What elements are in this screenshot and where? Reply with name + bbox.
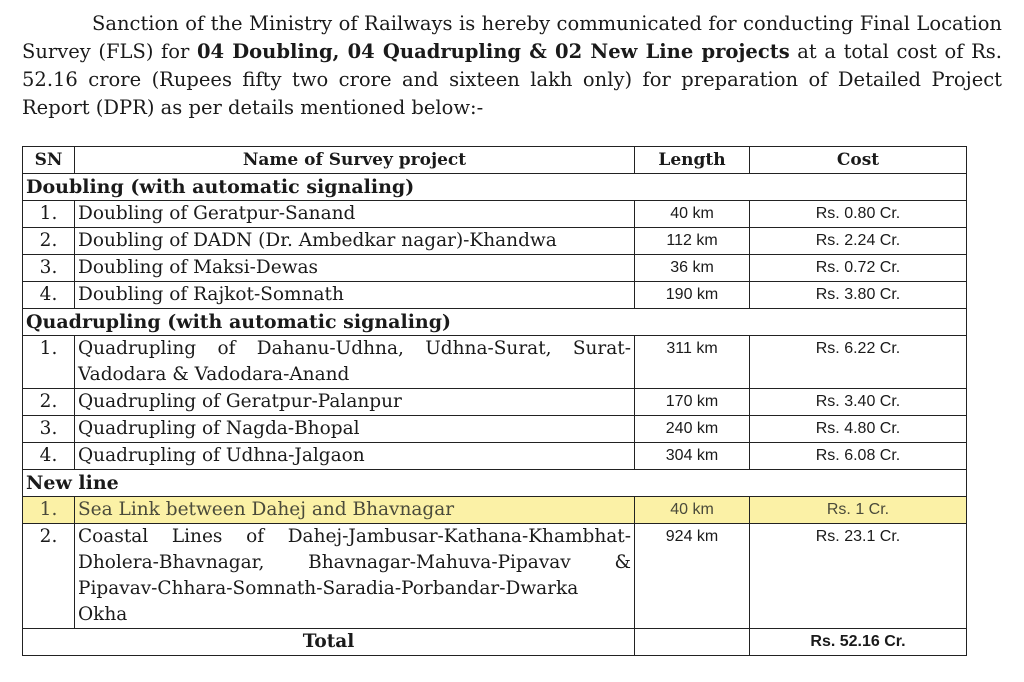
table-row — [23, 201, 967, 228]
table-row — [23, 336, 967, 389]
intro-text-start: Sanction of the Ministry of Railways is hereby communicated for conducting Final Location Survey (FLS) for — [22, 12, 1002, 63]
intro-bold-projects: 04 Doubling, 04 Quadrupling & 02 New Line projects — [196, 40, 790, 63]
header-sn: SN — [23, 147, 75, 174]
row-length: 40 km — [635, 201, 750, 228]
row-cost: Rs. 6.22 Cr. — [750, 336, 967, 389]
row-length: 924 km — [635, 524, 750, 629]
total-cost: Rs. 52.16 Cr. — [750, 629, 967, 656]
row-length: 240 km — [635, 416, 750, 443]
row-sn: 4. — [23, 282, 75, 309]
row-length: 40 km — [635, 497, 750, 524]
intro-paragraph — [22, 10, 1002, 122]
row-sn: 4. — [23, 443, 75, 470]
row-cost: Rs. 2.24 Cr. — [750, 228, 967, 255]
row-name: Doubling of Geratpur-Sanand — [75, 201, 635, 228]
total-row — [23, 629, 967, 656]
header-name: Name of Survey project — [75, 147, 635, 174]
table-row — [23, 443, 967, 470]
row-sn: 3. — [23, 255, 75, 282]
row-name: Sea Link between Dahej and Bhavnagar — [75, 497, 635, 524]
row-cost: Rs. 1 Cr. — [750, 497, 967, 524]
table-row — [23, 282, 967, 309]
row-sn: 2. — [23, 389, 75, 416]
row-sn: 2. — [23, 228, 75, 255]
row-cost: Rs. 3.80 Cr. — [750, 282, 967, 309]
row-name: Quadrupling of Nagda-Bhopal — [75, 416, 635, 443]
table-row — [23, 416, 967, 443]
section-title: Quadrupling (with automatic signaling) — [23, 309, 967, 336]
header-length: Length — [635, 147, 750, 174]
row-length: 170 km — [635, 389, 750, 416]
row-length: 304 km — [635, 443, 750, 470]
row-sn: 3. — [23, 416, 75, 443]
row-cost: Rs. 4.80 Cr. — [750, 416, 967, 443]
intro-text — [22, 10, 1002, 122]
table-row-highlighted — [23, 497, 967, 524]
total-label: Total — [23, 629, 635, 656]
row-cost: Rs. 23.1 Cr. — [750, 524, 967, 629]
total-length-empty — [635, 629, 750, 656]
row-name: Doubling of Maksi-Dewas — [75, 255, 635, 282]
table-row — [23, 255, 967, 282]
row-sn: 1. — [23, 336, 75, 389]
row-cost: Rs. 3.40 Cr. — [750, 389, 967, 416]
row-length: 311 km — [635, 336, 750, 389]
section-title: New line — [23, 470, 967, 497]
table-row — [23, 228, 967, 255]
row-name: Quadrupling of Dahanu-Udhna, Udhna-Surat, Surat-Vadodara & Vadodara-Anand — [75, 336, 635, 389]
section-quadrupling — [23, 309, 967, 336]
row-sn: 1. — [23, 497, 75, 524]
row-length: 36 km — [635, 255, 750, 282]
intro-text-end: at a total cost of Rs. 52.16 crore (Rupees fifty two crore and sixteen lakh only) for preparation of Detailed Project Report (DPR) as per details mentioned below:- — [22, 40, 1002, 119]
row-name: Doubling of DADN (Dr. Ambedkar nagar)-Khandwa — [75, 228, 635, 255]
row-sn: 1. — [23, 201, 75, 228]
row-name: Quadrupling of Udhna-Jalgaon — [75, 443, 635, 470]
row-length: 190 km — [635, 282, 750, 309]
section-title: Doubling (with automatic signaling) — [23, 174, 967, 201]
row-cost: Rs. 6.08 Cr. — [750, 443, 967, 470]
row-cost: Rs. 0.72 Cr. — [750, 255, 967, 282]
row-name: Quadrupling of Geratpur-Palanpur — [75, 389, 635, 416]
row-sn: 2. — [23, 524, 75, 629]
header-row — [23, 147, 967, 174]
row-length: 112 km — [635, 228, 750, 255]
section-new-line — [23, 470, 967, 497]
survey-table — [22, 146, 967, 656]
row-name: Doubling of Rajkot-Somnath — [75, 282, 635, 309]
header-cost: Cost — [750, 147, 967, 174]
table-row — [23, 524, 967, 629]
row-name: Coastal Lines of Dahej-Jambusar-Kathana-Khambhat-Dholera-Bhavnagar, Bhavnagar-Mahuva-Pipavav & Pipavav-Chhara-Somnath-Saradia-Porbandar-Dwarka Okha — [75, 524, 635, 629]
row-cost: Rs. 0.80 Cr. — [750, 201, 967, 228]
table-row — [23, 389, 967, 416]
section-doubling — [23, 174, 967, 201]
